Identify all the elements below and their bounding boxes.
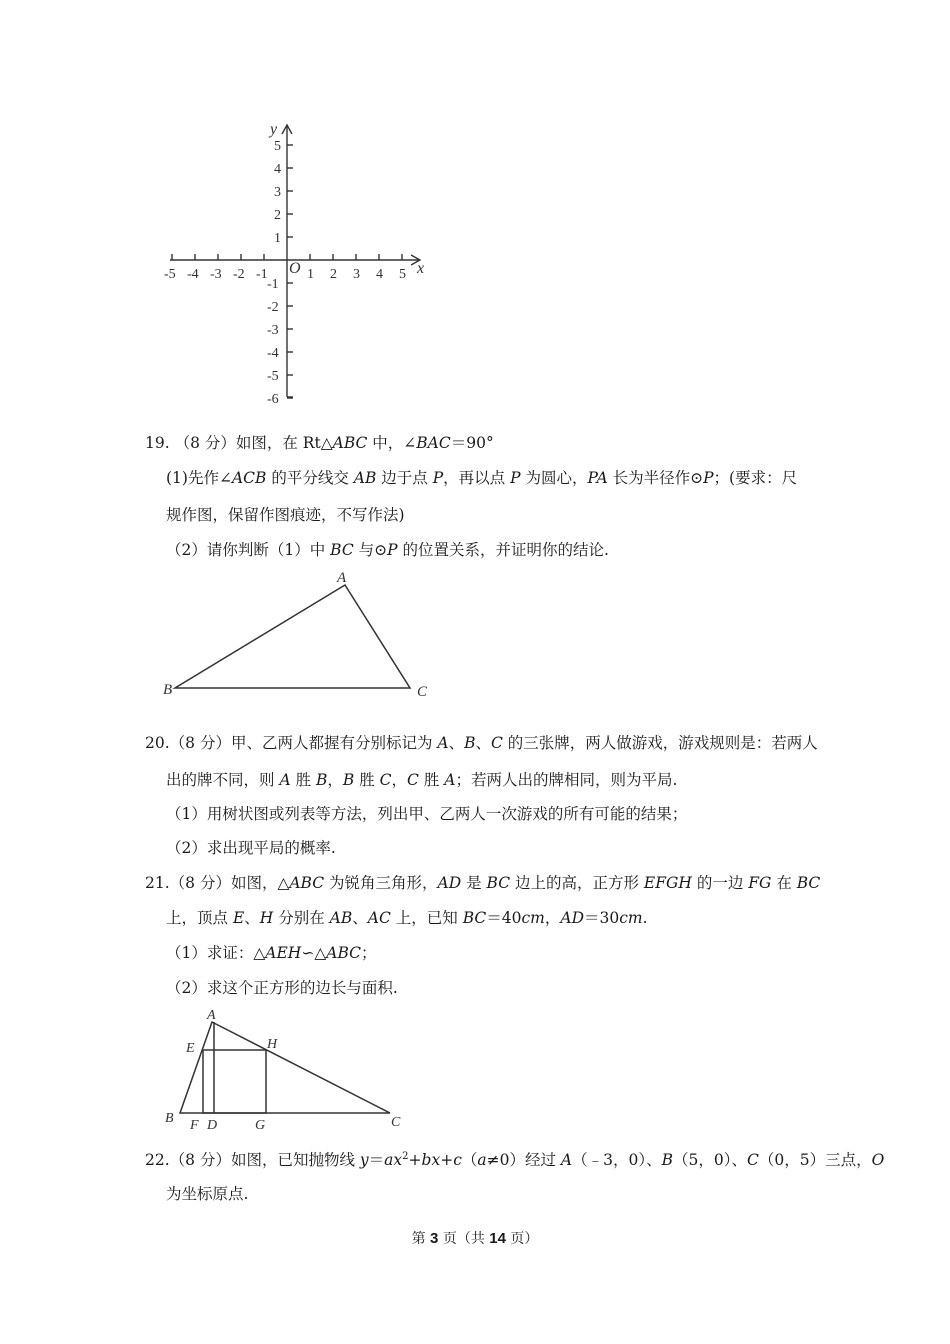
t: BC — [462, 909, 487, 927]
label-c: C — [391, 1115, 401, 1130]
triangle-abc-figure — [160, 565, 440, 705]
t: 分别在 — [273, 909, 330, 927]
t: 出的牌不同，则 — [166, 771, 280, 789]
t: C — [379, 771, 392, 789]
y-tick-label: -4 — [267, 346, 279, 361]
t: B — [316, 771, 328, 789]
t: BC — [330, 541, 354, 559]
t: bx — [421, 1151, 441, 1170]
vertex-b: B — [163, 682, 173, 698]
t: 胜 — [418, 771, 445, 789]
t: ≠0）经过 — [486, 1151, 561, 1170]
q20-title — [145, 733, 818, 753]
t: . — [642, 909, 648, 927]
t: 上，顶点 — [166, 909, 233, 927]
t: 第 — [411, 1231, 431, 1247]
vertex-c: C — [417, 684, 428, 700]
x-tick-label: -2 — [233, 267, 245, 282]
x-tick-label: -3 — [210, 267, 222, 282]
triangle-abc — [175, 585, 410, 688]
t: P — [703, 469, 714, 487]
t: 20.（8 分）甲、乙两人都握有分别标记为 — [145, 734, 438, 752]
q19-abc: ABC — [332, 434, 368, 452]
t: EFGH — [643, 874, 692, 892]
t: ； — [360, 944, 377, 962]
t: ＝40 — [486, 909, 522, 927]
t: 为锐角三角形， — [324, 874, 438, 892]
q21-given — [166, 908, 648, 928]
q19-part1-cont: 规作图，保留作图痕迹，不写作法) — [166, 506, 405, 524]
y-axis-label: y — [270, 121, 278, 138]
t: + — [440, 1151, 454, 1170]
y-tick-label: 2 — [274, 208, 281, 223]
label-d: D — [207, 1118, 218, 1133]
q22-cont: 为坐标原点. — [166, 1185, 249, 1203]
t: （0，5）三点， — [758, 1151, 872, 1170]
t: 是 — [461, 874, 487, 892]
t: ＝ — [368, 1151, 385, 1170]
q19-title — [145, 433, 494, 453]
t: 的一边 — [691, 874, 749, 892]
x-tick-label: 2 — [330, 267, 337, 282]
t: ABC — [326, 944, 361, 962]
t: （ — [461, 1151, 478, 1170]
square-efgh — [203, 1050, 266, 1113]
t: 为圆心， — [520, 469, 588, 487]
q19-bac: BAC — [416, 434, 451, 452]
y-tick-label: 1 — [274, 231, 281, 246]
t: P — [510, 469, 521, 487]
t: cm — [521, 909, 545, 927]
t: A — [444, 771, 456, 789]
label-a: A — [207, 1008, 216, 1023]
t: ， — [391, 771, 408, 789]
t: E — [232, 909, 245, 927]
q22-title — [145, 1147, 884, 1170]
q20-part1: （1）用树状图或列表等方法，列出甲、乙两人一次游戏的所有可能的结果； — [166, 805, 688, 823]
q21-part1 — [166, 943, 377, 963]
vertex-a: A — [337, 570, 347, 586]
y-tick-label: 4 — [274, 162, 281, 177]
t: 、 — [352, 909, 368, 927]
t: O — [871, 1151, 885, 1170]
t: 2 — [402, 1151, 409, 1162]
x-tick-label: 1 — [307, 267, 314, 282]
y-tick-label: -3 — [267, 323, 279, 338]
t: AEH — [265, 944, 302, 962]
y-tick-label: -1 — [267, 277, 279, 292]
t: 、 — [244, 909, 260, 927]
t: ∽△ — [301, 944, 327, 962]
t: ，再以点 — [443, 469, 511, 487]
q19-text: （8 分）如图，在 Rt△ — [174, 434, 333, 452]
label-g: G — [255, 1118, 266, 1133]
x-tick-label: 4 — [376, 267, 383, 282]
t: AD — [560, 909, 585, 927]
t: 胜 — [354, 771, 380, 789]
t: (1)先作∠ — [166, 469, 232, 487]
t: P — [387, 541, 398, 559]
q20-rules — [166, 770, 677, 790]
t: P — [432, 469, 444, 487]
t: 页（共 — [438, 1231, 490, 1247]
t: y — [359, 1151, 369, 1170]
t: 、 — [475, 734, 491, 752]
t: 、 — [448, 734, 465, 752]
t: ， — [544, 909, 561, 927]
t: ；(要求：尺 — [713, 469, 798, 487]
t: ＝30 — [584, 909, 620, 927]
label-e: E — [186, 1041, 195, 1056]
page-number: 3 — [430, 1230, 439, 1247]
t: a — [477, 1151, 487, 1170]
t: C — [407, 771, 419, 789]
x-tick-label: -1 — [256, 267, 268, 282]
t: cm — [619, 909, 643, 927]
t: 边上的高，正方形 — [510, 874, 644, 892]
page-footer — [0, 1228, 950, 1248]
t: 的平分线交 — [266, 469, 354, 487]
q19-part1 — [166, 468, 797, 488]
y-tick-label: -5 — [267, 369, 279, 384]
x-tick-label: -5 — [164, 267, 176, 282]
triangle-abc — [180, 1022, 390, 1113]
q19-text-mid: 中，∠ — [367, 434, 417, 452]
t: + — [408, 1151, 422, 1170]
t: ax — [384, 1151, 403, 1170]
t: （﹣3，0）、 — [572, 1151, 662, 1170]
t: 上，已知 — [390, 909, 463, 927]
label-f: F — [190, 1118, 199, 1133]
t: AC — [367, 909, 391, 927]
x-tick-label: 5 — [399, 267, 406, 282]
y-tick-label: 5 — [274, 139, 281, 154]
t: 边于点 — [376, 469, 433, 487]
t: AB — [329, 909, 353, 927]
t: （2）请你判断（1）中 — [166, 541, 331, 559]
y-tick-label: -6 — [267, 392, 279, 407]
t: AD — [437, 874, 462, 892]
t: 的三张牌，两人做游戏，游戏规则是：若两人 — [502, 734, 818, 752]
t: A — [437, 734, 449, 752]
q21-title — [145, 873, 820, 893]
t: BC — [486, 874, 511, 892]
label-b: B — [165, 1111, 174, 1126]
t: （5，0）、 — [673, 1151, 747, 1170]
coordinate-axes — [150, 115, 450, 415]
t: c — [453, 1151, 462, 1170]
t: 与⊙ — [353, 541, 388, 559]
t: 胜 — [290, 771, 316, 789]
t: ABC — [289, 874, 325, 892]
t: PA — [587, 469, 608, 487]
t: 页） — [505, 1231, 539, 1247]
t: 在 — [771, 874, 797, 892]
square-in-triangle-figure — [160, 1002, 420, 1137]
t: AB — [353, 469, 377, 487]
origin-label: O — [289, 260, 301, 277]
t: ；若两人出的牌相同，则为平局. — [455, 771, 678, 789]
q21-part2: （2）求这个正方形的边长与面积. — [166, 979, 398, 997]
q19-part2 — [166, 540, 609, 560]
label-h: H — [267, 1037, 278, 1052]
t: A — [279, 771, 291, 789]
t: ， — [327, 771, 343, 789]
x-tick-label: -4 — [187, 267, 199, 282]
y-tick-label: -2 — [267, 300, 279, 315]
t: B — [661, 1151, 673, 1170]
q20-part2: （2）求出现平局的概率. — [166, 839, 336, 857]
t: C — [746, 1151, 759, 1170]
q19-number: 19. — [145, 434, 170, 452]
t: 21.（8 分）如图，△ — [145, 874, 290, 892]
t: （1）求证：△ — [166, 944, 266, 962]
t: BC — [796, 874, 821, 892]
t: B — [464, 734, 476, 752]
t: 22.（8 分）如图，已知抛物线 — [145, 1151, 360, 1170]
x-axis-label: x — [417, 260, 425, 277]
x-tick-label: 3 — [353, 267, 360, 282]
t: FG — [748, 874, 772, 892]
t: C — [491, 734, 503, 752]
t: 长为半径作⊙ — [607, 469, 704, 487]
q19-text-end: ＝90° — [450, 434, 494, 452]
page-total: 14 — [489, 1230, 506, 1247]
t: B — [342, 771, 355, 789]
t: A — [560, 1151, 573, 1170]
t: ACB — [231, 469, 267, 487]
t: H — [259, 909, 274, 927]
y-tick-label: 3 — [274, 185, 281, 200]
t: 的位置关系，并证明你的结论. — [397, 541, 609, 559]
